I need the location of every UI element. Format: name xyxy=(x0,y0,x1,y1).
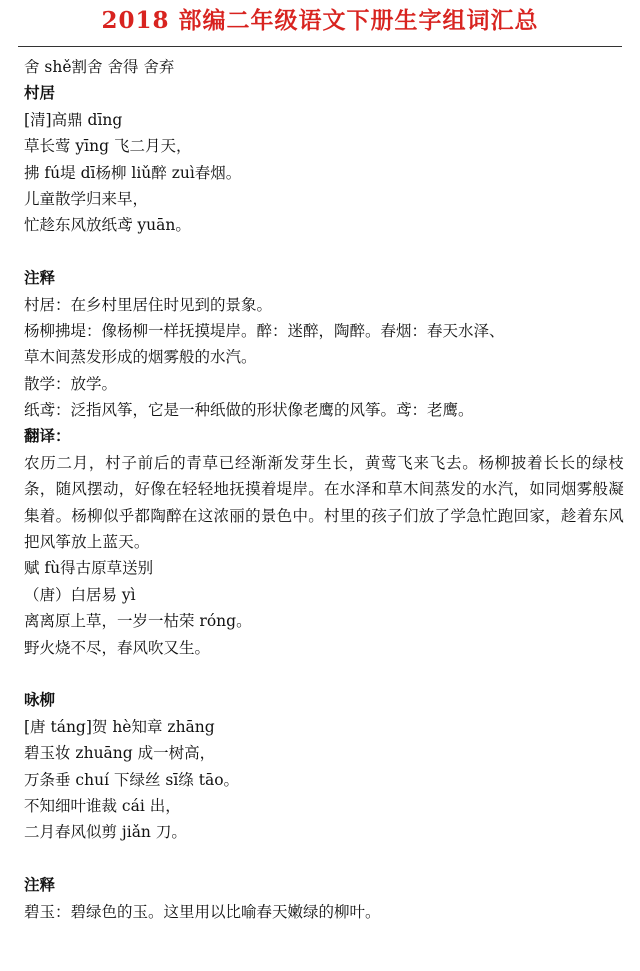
note-line: 村居：在乡村里居住时见到的景象。 xyxy=(24,295,273,314)
notes-heading: 注释 xyxy=(24,875,56,895)
note-line: 散学：放学。 xyxy=(24,374,118,393)
poem-title: 赋 fù得古原草送别 xyxy=(24,559,154,578)
poem-title: 村居 xyxy=(24,83,56,103)
poem-line: 草长莺 yīng 飞二月天， xyxy=(24,137,192,156)
document-header xyxy=(0,0,640,54)
poem-line: 不知细叶谁裁 cái 出， xyxy=(24,797,181,815)
vocab-line: 舍 shě割舍 舍得 舍弃 xyxy=(24,58,175,76)
poem-line: 万条垂 chuí 下绿丝 sī绦 tāo。 xyxy=(24,770,240,789)
poem-line: 拂 fú堤 dī杨柳 liǔ醉 zuì春烟。 xyxy=(24,163,242,182)
poem-author: （唐）白居易 yì xyxy=(24,585,136,604)
poem-author: [清]高鼎 dīng xyxy=(24,110,123,129)
note-line: 碧玉：碧绿色的玉。这里用以比喻春天嫩绿的柳叶。 xyxy=(24,902,381,921)
spacer xyxy=(24,846,624,872)
document-body xyxy=(24,54,624,925)
poem-line: 儿童散学归来早， xyxy=(24,189,149,208)
note-line: 草木间蒸发形成的烟雾般的水汽。 xyxy=(24,348,257,367)
note-line: 杨柳拂堤：像杨柳一样抚摸堤岸。醉：迷醉，陶醉。春烟：春天水泽、 xyxy=(24,321,505,340)
poem-author: [唐 táng]贺 hè知章 zhāng xyxy=(24,717,215,736)
poem-line: 野火烧不尽，春风吹又生。 xyxy=(24,638,211,657)
document-title: 2018 部编二年级语文下册生字组词汇总 xyxy=(101,7,539,34)
spacer xyxy=(24,239,624,265)
translation-heading: 翻译： xyxy=(24,426,71,446)
title-divider xyxy=(18,46,622,47)
notes-heading: 注释 xyxy=(24,268,56,288)
poem-title: 咏柳 xyxy=(24,690,56,710)
poem-line: 二月春风似剪 jiǎn 刀。 xyxy=(24,823,187,842)
translation-paragraph: 农历二月，村子前后的青草已经渐渐发芽生长，黄莺飞来飞去。杨柳披着长长的绿枝条，随风摆动，好像在轻轻地抚摸着堤岸。在水泽和草木间蒸发的水汽，如同烟雾般凝集着。杨柳似乎都陶醉在这浓丽的景色中。村里的孩子们放了学急忙跑回家，趁着东风把风筝放上蓝天。 xyxy=(24,453,624,552)
poem-line: 忙趁东风放纸鸢 yuān。 xyxy=(24,216,191,235)
poem-line: 碧玉妆 zhuāng 成一树高， xyxy=(24,744,216,763)
poem-line: 离离原上草，一岁一枯荣 róng。 xyxy=(24,612,252,631)
spacer xyxy=(24,661,624,687)
note-line: 纸鸢：泛指风筝，它是一种纸做的形状像老鹰的风筝。鸢：老鹰。 xyxy=(24,401,474,420)
